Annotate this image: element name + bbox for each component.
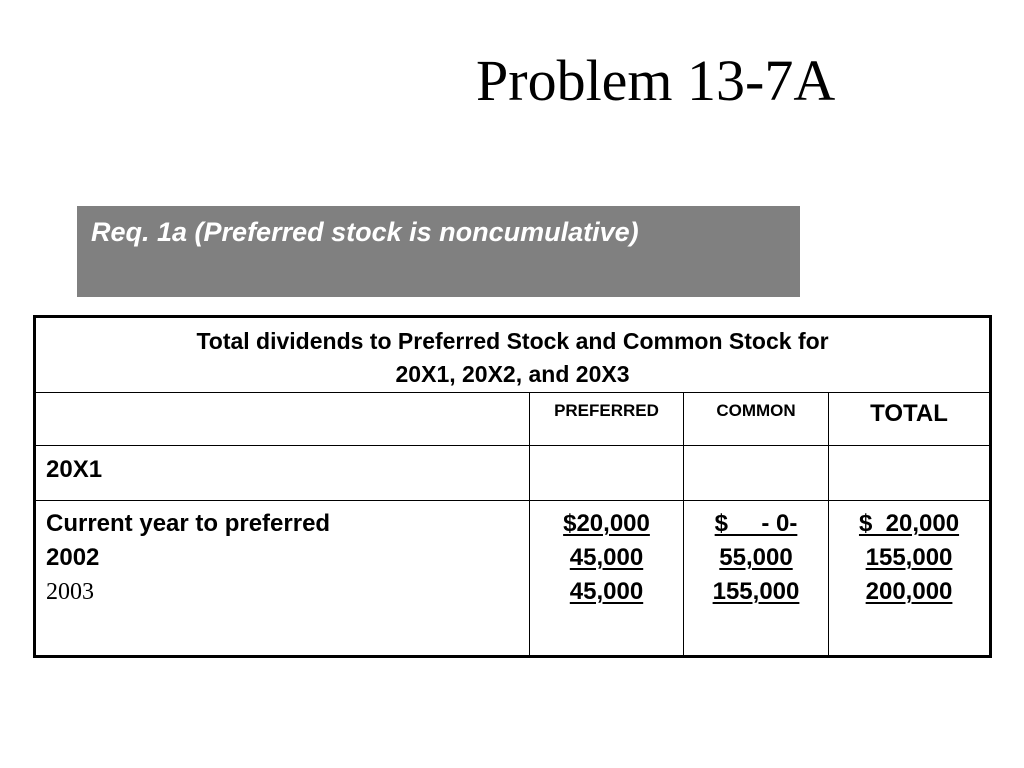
- table-row-data: [35, 501, 991, 657]
- table-caption-line-2: 20X1, 20X2, and 20X3: [395, 361, 630, 387]
- preferred-value: 45,000: [569, 544, 644, 571]
- row-label-2003: 2003: [46, 579, 94, 605]
- header-preferred: PREFERRED: [530, 393, 684, 446]
- year-common-cell: [684, 446, 829, 501]
- total-values-cell: [829, 501, 991, 657]
- header-total: TOTAL: [829, 393, 991, 446]
- requirement-banner: [77, 206, 800, 297]
- slide-title: Problem 13-7A: [476, 48, 836, 113]
- table-caption-line-1: Total dividends to Preferred Stock and Common Stock for: [196, 328, 829, 354]
- common-value: 155,000: [712, 578, 800, 605]
- common-value: $ - 0-: [714, 510, 798, 537]
- header-common: COMMON: [684, 393, 829, 446]
- dividends-table: [33, 315, 992, 658]
- preferred-value: $20,000: [563, 510, 650, 537]
- table-header-row: [35, 393, 991, 446]
- year-preferred-cell: [530, 446, 684, 501]
- total-value: 155,000: [865, 544, 953, 571]
- year-total-cell: [829, 446, 991, 501]
- row-label-2002: 2002: [46, 544, 100, 571]
- header-label-cell: [35, 393, 530, 446]
- year-label: 20X1: [35, 446, 530, 501]
- row-labels-cell: [35, 501, 530, 657]
- table-caption: [35, 317, 991, 393]
- total-value: 200,000: [865, 578, 953, 605]
- requirement-banner-text: Req. 1a (Preferred stock is noncumulative): [91, 217, 639, 247]
- preferred-values-cell: [530, 501, 684, 657]
- total-value: $ 20,000: [858, 510, 960, 537]
- common-values-cell: [684, 501, 829, 657]
- table-caption-row: [35, 317, 991, 393]
- row-label-current-year: Current year to preferred: [46, 510, 331, 537]
- preferred-value: 45,000: [569, 578, 644, 605]
- table-row-year: [35, 446, 991, 501]
- common-value: 55,000: [719, 544, 793, 571]
